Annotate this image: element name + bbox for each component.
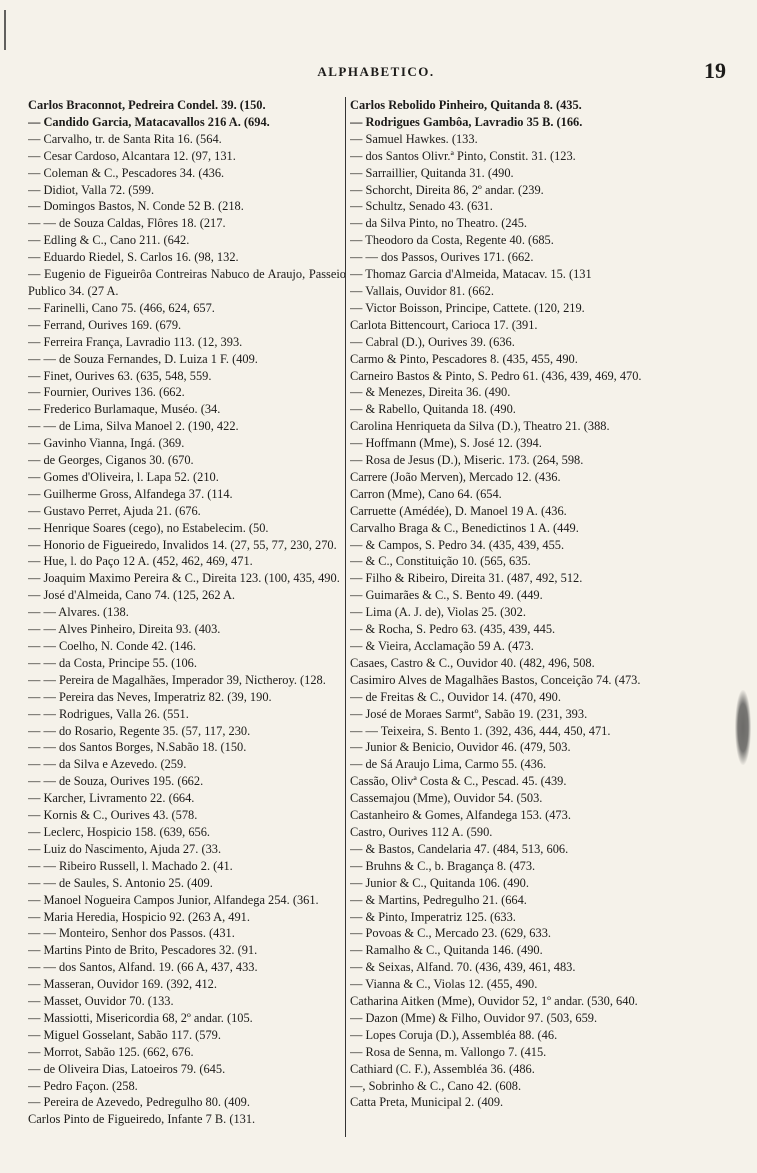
directory-entry: Carlos Braconnot, Pedreira Condel. 39. (150.: [28, 98, 266, 112]
directory-entry: — Henrique Soares (cego), no Estabelecim. (50.: [28, 520, 269, 535]
directory-entry: — & Rocha, S. Pedro 63. (435, 439, 445.: [350, 622, 556, 637]
directory-entry: — Lima (A. J. de), Violas 25. (302.: [350, 605, 526, 620]
directory-entry: — Fournier, Ourives 136. (662.: [28, 385, 185, 400]
directory-entry: — — da Costa, Principe 55. (106.: [28, 655, 197, 670]
directory-entry: — Thomaz Garcia d'Almeida, Matacav. 15. (131: [350, 267, 592, 282]
directory-entry: — Povoas & C., Mercado 23. (629, 633.: [350, 926, 551, 941]
directory-entry: Carron (Mme), Cano 64. (654.: [350, 486, 502, 501]
directory-entry: — — Alvares. (138.: [28, 605, 129, 620]
directory-entry: — — de Souza Caldas, Flôres 18. (217.: [28, 216, 226, 231]
directory-entry: — Maria Heredia, Hospicio 92. (263 A, 491.: [28, 909, 250, 924]
directory-entry: — Eduardo Riedel, S. Carlos 16. (98, 132.: [28, 250, 239, 265]
directory-entry: — Gustavo Perret, Ajuda 21. (676.: [28, 503, 201, 518]
directory-entry: Cassão, Olivª Costa & C., Pescad. 45. (439.: [350, 774, 567, 789]
directory-entry: — Luiz do Nascimento, Ajuda 27. (33.: [28, 841, 222, 856]
directory-entry: — José de Moraes Sarmtº, Sabão 19. (231, 393.: [350, 706, 588, 721]
directory-entry: — Massiotti, Misericordia 68, 2º andar. (105.: [28, 1010, 253, 1025]
directory-entry: Carlota Bittencourt, Carioca 17. (391.: [350, 317, 538, 332]
directory-entry: — — dos Passos, Ourives 171. (662.: [350, 250, 534, 265]
directory-entry: — — Coelho, N. Conde 42. (146.: [28, 639, 196, 653]
directory-entry: — Vallais, Ouvidor 81. (662.: [350, 283, 494, 298]
directory-entry: — Rodrigues Gambôa, Lavradio 35 B. (166.: [350, 114, 583, 129]
directory-entry: — Domingos Bastos, N. Conde 52 B. (218.: [28, 199, 244, 214]
directory-entry: — & Bastos, Candelaria 47. (484, 513, 606.: [350, 841, 569, 856]
directory-entry: — & Seixas, Alfand. 70. (436, 439, 461, 483.: [350, 960, 576, 975]
directory-entry: — & Martins, Pedregulho 21. (664.: [350, 892, 527, 907]
directory-entry: — Vianna & C., Violas 12. (455, 490.: [350, 977, 538, 992]
directory-entry: — — Ribeiro Russell, l. Machado 2. (41.: [28, 858, 233, 873]
directory-entry: — de Oliveira Dias, Latoeiros 79. (645.: [28, 1061, 226, 1076]
directory-entry: — Finet, Ourives 63. (635, 548, 559.: [28, 368, 212, 383]
directory-entry: — — de Saules, S. Antonio 25. (409.: [28, 875, 213, 890]
directory-entry: Cathiard (C. F.), Assembléa 36. (486.: [350, 1061, 535, 1076]
directory-entry: — — de Souza Fernandes, D. Luiza 1 F. (409.: [28, 351, 258, 366]
directory-entry: — Dazon (Mme) & Filho, Ouvidor 97. (503, 659.: [350, 1010, 598, 1025]
directory-entry: — Ferrand, Ourives 169. (679.: [28, 317, 182, 332]
directory-entry: — Sarraillier, Quitanda 31. (490.: [350, 165, 514, 180]
directory-entry: — Honorio de Figueiredo, Invalidos 14. (27, 55, 77, 230, 270.: [28, 537, 337, 552]
directory-entry: — Guilherme Gross, Alfandega 37. (114.: [28, 486, 233, 501]
directory-entry: — Victor Boisson, Principe, Cattete. (120, 219.: [350, 300, 585, 315]
margin-mark: [4, 10, 12, 50]
directory-entry: — Rosa de Senna, m. Vallongo 7. (415.: [350, 1044, 547, 1059]
directory-entry: — de Freitas & C., Ouvidor 14. (470, 490.: [350, 689, 561, 704]
directory-entry: Carolina Henriqueta da Silva (D.), Theatro 21. (388.: [350, 419, 610, 434]
directory-entry: — & Menezes, Direita 36. (490.: [350, 385, 511, 400]
page-number: 19: [704, 58, 726, 83]
directory-entry: — Hue, l. do Paço 12 A. (452, 462, 469, 471.: [28, 554, 253, 569]
directory-entry: — & Campos, S. Pedro 34. (435, 439, 455.: [350, 537, 565, 552]
directory-entry: Carmo & Pinto, Pescadores 8. (435, 455, 490.: [350, 351, 578, 366]
directory-entry: — — Pereira de Magalhães, Imperador 39, Nictheroy. (128.: [28, 672, 326, 687]
directory-entry: — Miguel Gosselant, Sabão 117. (579.: [28, 1027, 221, 1042]
directory-entry: — Bruhns & C., b. Bragança 8. (473.: [350, 858, 536, 873]
directory-entry: — — Teixeira, S. Bento 1. (392, 436, 444, 450, 471.: [350, 723, 611, 738]
directory-entry: — — de Souza, Ourives 195. (662.: [28, 774, 204, 789]
directory-entry: — Manoel Nogueira Campos Junior, Alfandega 254. (361.: [28, 892, 319, 907]
directory-entry: — — de Lima, Silva Manoel 2. (190, 422.: [28, 419, 239, 434]
directory-entry: — Morrot, Sabão 125. (662, 676.: [28, 1044, 194, 1059]
directory-entry: Cassemajou (Mme), Ouvidor 54. (503.: [350, 791, 543, 806]
directory-entry: — Ramalho & C., Quitanda 146. (490.: [350, 943, 543, 958]
directory-entry: — Edling & C., Cano 211. (642.: [28, 233, 190, 248]
directory-entry: Casimiro Alves de Magalhães Bastos, Conceição 74. (473.: [350, 672, 641, 687]
directory-entry: — Rosa de Jesus (D.), Miseric. 173. (264, 598.: [350, 453, 584, 468]
directory-entry: — & Pinto, Imperatriz 125. (633.: [350, 909, 516, 924]
directory-entry: Casaes, Castro & C., Ouvidor 40. (482, 496, 508.: [350, 655, 595, 670]
directory-entry: Carrere (João Merven), Mercado 12. (436.: [350, 469, 561, 484]
page-header: [26, 58, 726, 84]
directory-entry: — da Silva Pinto, no Theatro. (245.: [350, 216, 528, 231]
directory-entry: — Candido Garcia, Matacavallos 216 A. (694.: [28, 114, 270, 129]
directory-entry: — — Alves Pinheiro, Direita 93. (403.: [28, 622, 221, 637]
directory-entry: — Schultz, Senado 43. (631.: [350, 199, 493, 214]
left-column: [28, 97, 346, 1128]
directory-entry: — Martins Pinto de Brito, Pescadores 32. (91.: [28, 943, 258, 958]
directory-entry: — Kornis & C., Ourives 43. (578.: [28, 808, 198, 823]
directory-entry: — Didiot, Valla 72. (599.: [28, 182, 155, 197]
directory-entry: — Guimarães & C., S. Bento 49. (449.: [350, 588, 543, 603]
directory-entry: — Theodoro da Costa, Regente 40. (685.: [350, 233, 554, 248]
directory-entry: — Junior & Benicio, Ouvidor 46. (479, 503.: [350, 740, 571, 755]
directory-entry: Catharina Aitken (Mme), Ouvidor 52, 1º andar. (530, 640.: [350, 994, 638, 1009]
directory-entry: — — do Rosario, Regente 35. (57, 117, 230.: [28, 723, 251, 738]
directory-entry: — — dos Santos, Alfand. 19. (66 A, 437, 433.: [28, 960, 258, 975]
directory-entry: — Schorcht, Direita 86, 2º andar. (239.: [350, 182, 544, 197]
directory-entry: Catta Preta, Municipal 2. (409.: [350, 1095, 504, 1110]
directory-entry: — Karcher, Livramento 22. (664.: [28, 791, 195, 806]
directory-entry: — & Vieira, Acclamação 59 A. (473.: [350, 639, 534, 653]
directory-entry: — — Rodrigues, Valla 26. (551.: [28, 706, 189, 721]
directory-entry: Carneiro Bastos & Pinto, S. Pedro 61. (436, 439, 469, 470.: [350, 368, 642, 383]
directory-entry: — Filho & Ribeiro, Direita 31. (487, 492, 512.: [350, 571, 583, 586]
directory-entry: Castro, Ourives 112 A. (590.: [350, 824, 493, 839]
directory-entry: Carlos Rebolido Pinheiro, Quitanda 8. (435.: [350, 98, 582, 112]
directory-entry: — & C., Constituição 10. (565, 635.: [350, 554, 531, 569]
directory-entry: — Junior & C., Quitanda 106. (490.: [350, 875, 529, 890]
directory-entry: — Samuel Hawkes. (133.: [350, 131, 478, 146]
directory-entry: — & Rabello, Quitanda 18. (490.: [350, 402, 516, 417]
directory-entry: — de Sá Araujo Lima, Carmo 55. (436.: [350, 757, 547, 772]
directory-entry: — — Monteiro, Senhor dos Passos. (431.: [28, 926, 235, 941]
directory-entry: — Farinelli, Cano 75. (466, 624, 657.: [28, 300, 215, 315]
directory-entry: — Joaquim Maximo Pereira & C., Direita 123. (100, 435, 490.: [28, 571, 340, 586]
running-head: ALPHABETICO.: [317, 64, 435, 79]
directory-entry: — Pereira de Azevedo, Pedregulho 80. (409.: [28, 1095, 250, 1110]
directory-entry: — Masset, Ouvidor 70. (133.: [28, 994, 174, 1009]
directory-entry: — de Georges, Ciganos 30. (670.: [28, 453, 194, 468]
directory-entry: — Pedro Façon. (258.: [28, 1078, 138, 1093]
directory-entry: — — dos Santos Borges, N.Sabão 18. (150.: [28, 740, 247, 755]
directory-entry: — Frederico Burlamaque, Muséo. (34.: [28, 402, 221, 417]
directory-entry: — Lopes Coruja (D.), Assembléa 88. (46.: [350, 1027, 558, 1042]
directory-entry: — — da Silva e Azevedo. (259.: [28, 757, 187, 772]
directory-entry: — Gavinho Vianna, Ingá. (369.: [28, 436, 185, 451]
directory-entry: — Carvalho, tr. de Santa Rita 16. (564.: [28, 131, 222, 146]
directory-entry: — — Pereira das Neves, Imperatriz 82. (39, 190.: [28, 689, 272, 704]
directory-entry: —, Sobrinho & C., Cano 42. (608.: [350, 1078, 522, 1093]
right-column: [345, 97, 738, 1137]
directory-entry: — Cabral (D.), Ourives 39. (636.: [350, 334, 515, 349]
directory-entry: — Masseran, Ouvidor 169. (392, 412.: [28, 977, 217, 992]
directory-entry: — Ferreira França, Lavradio 113. (12, 393.: [28, 334, 243, 349]
directory-entry: Carruette (Amédée), D. Manoel 19 A. (436.: [350, 503, 567, 518]
ink-blot: [735, 690, 751, 765]
directory-entry: — Leclerc, Hospicio 158. (639, 656.: [28, 824, 211, 839]
directory-entry: — Gomes d'Oliveira, l. Lapa 52. (210.: [28, 469, 219, 484]
directory-entry: Carlos Pinto de Figueiredo, Infante 7 B. (131.: [28, 1112, 256, 1127]
directory-entry: — Cesar Cardoso, Alcantara 12. (97, 131.: [28, 148, 236, 163]
directory-entry: Castanheiro & Gomes, Alfandega 153. (473.: [350, 808, 571, 823]
directory-entry: — Hoffmann (Mme), S. José 12. (394.: [350, 436, 542, 451]
directory-entry: — Coleman & C., Pescadores 34. (436.: [28, 165, 225, 180]
directory-entry: — Eugenio de Figueirôa Contreiras Nabuco de Araujo, Passeio Publico 34. (27 A.: [28, 267, 346, 298]
directory-entry: — José d'Almeida, Cano 74. (125, 262 A.: [28, 588, 236, 603]
directory-entry: Carvalho Braga & C., Benedictinos 1 A. (449.: [350, 520, 579, 535]
directory-entry: — dos Santos Olivr.ª Pinto, Constit. 31. (123.: [350, 148, 576, 163]
